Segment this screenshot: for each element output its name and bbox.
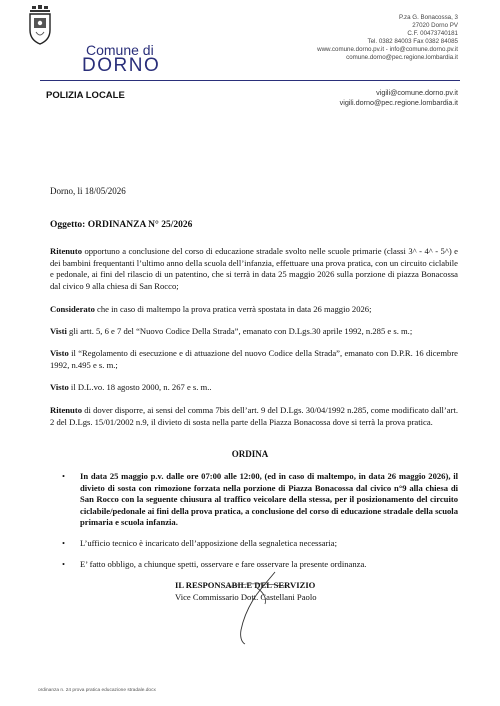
comune-di-label: Comune di xyxy=(86,42,154,58)
signature-title: IL RESPONSABILE DEL SERVIZIO xyxy=(175,580,316,590)
address-line: C.F. 00473740181 xyxy=(407,29,458,37)
paragraph-ritenuto-2 xyxy=(50,405,458,428)
header-rule xyxy=(40,80,460,81)
paragraph-ritenuto xyxy=(50,246,458,292)
crest-icon xyxy=(28,4,52,46)
paragraph-text: di dover disporre, ai sensi del comma 7bis dell’art. 9 del D.Lgs. 30/04/1992 n.285, come modificato dall’art. 2 del D.Lgs. 15/01/2002 n.9, il divieto di sosta nella parte della Piazza Bonacossa dove si terrà la prova pratica. xyxy=(50,405,458,427)
paragraph-lead: Considerato xyxy=(50,304,95,314)
paragraph-lead: Visti xyxy=(50,326,67,336)
paragraph-text: il “Regolamento di esecuzione e di attuazione del nuovo Codice della Strada”, emanato con D.P.R. 16 dicembre 1992, n.495 e s. m.; xyxy=(50,348,458,370)
paragraph-lead: Ritenuto xyxy=(50,246,82,256)
contact-pec: vigili.dorno@pec.regione.lombardia.it xyxy=(339,98,458,107)
bullet-dot: • xyxy=(62,471,66,481)
address-line: comune.dorno@pec.regione.lombardia.it xyxy=(346,53,458,61)
footer-filename: ordinanza n. 24 prova pratica educazione stradale.docx xyxy=(38,688,156,693)
paragraph-lead: Visto xyxy=(50,348,69,358)
department-label: POLIZIA LOCALE xyxy=(46,90,125,101)
paragraph-visto-dlvo xyxy=(50,382,458,394)
paragraph-lead: Visto xyxy=(50,382,69,392)
address-line: Tel. 0382 84003 Fax 0382 84085 xyxy=(367,37,458,45)
address-line: 27020 Dorno PV xyxy=(412,21,458,29)
ordinance-bullet xyxy=(62,471,458,529)
paragraph-text: opportuno a conclusione del corso di educazione stradale svolto nelle scuole primarie (classi 3^ - 4^ - 5^) e dei bambini frequentanti l’ultimo anno della scuola dell’infanzia, effettuare una prova pratica, con un circuito ciclabile e pedonale, ai fini del rilascio di un patentino, che si terrà in data 25 maggio 2026 sulla porzione di piazza Bonacossa dal civico 9 alla chiesa di San Rocco; xyxy=(50,246,458,291)
address-line: P.za G. Bonacossa, 3 xyxy=(398,14,458,21)
ordinance-bullet xyxy=(62,538,458,550)
paragraph-lead: Ritenuto xyxy=(50,405,82,415)
bullet-text: E’ fatto obbligo, a chiunque spetti, osservare e fare osservare la presente ordinanza. xyxy=(80,559,367,569)
contact-email: vigili@comune.dorno.pv.it xyxy=(376,88,458,97)
address-block xyxy=(258,14,458,61)
bullet-dot: • xyxy=(62,559,66,569)
subject-line: Oggetto: ORDINANZA N° 25/2026 xyxy=(50,220,193,230)
paragraph-visti xyxy=(50,326,458,338)
paragraph-text: che in caso di maltempo la prova pratica verrà spostata in data 26 maggio 2026; xyxy=(94,304,372,314)
paragraph-considerato xyxy=(50,304,458,316)
bullet-text: L’ufficio tecnico è incaricato dell’apposizione della segnaletica necessaria; xyxy=(80,538,337,548)
paragraph-visto-regolamento xyxy=(50,348,458,371)
paragraph-text: gli artt. 5, 6 e 7 del “Nuovo Codice Della Strada”, emanato con D.Lgs.30 aprile 1992, n.285 e s. m.; xyxy=(66,326,413,336)
signature-name: Vice Commissario Dott. Castellani Paolo xyxy=(175,592,317,602)
handwritten-signature xyxy=(205,568,315,648)
ordina-heading: ORDINA xyxy=(231,449,269,459)
paragraph-text: il D.L.vo. 18 agosto 2000, n. 267 e s. m.. xyxy=(68,382,212,392)
contact-block xyxy=(340,88,458,108)
bullet-dot: • xyxy=(62,538,66,548)
dateline: Dorno, li 18/05/2026 xyxy=(50,186,126,196)
bullet-text: In data 25 maggio p.v. dalle ore 07:00 alle 12:00, (ed in caso di maltempo, in data 26 maggio 2026), il divieto di sosta con rimozione forzata nella porzione di Piazza Bonacossa dal civico n°9 alla chiesa di San Rocco con la seguente chiusura al traffico veicolare della stessa, per il posizionamento del circuito ciclabile/pedonale ai fini della prova pratica, a conclusione del corso di educazione stradale della scuola primaria e scuola infanzia. xyxy=(80,471,458,527)
comune-name: DORNO xyxy=(82,55,161,76)
address-line: www.comune.dorno.pv.it - info@comune.dorno.pv.it xyxy=(317,45,458,53)
